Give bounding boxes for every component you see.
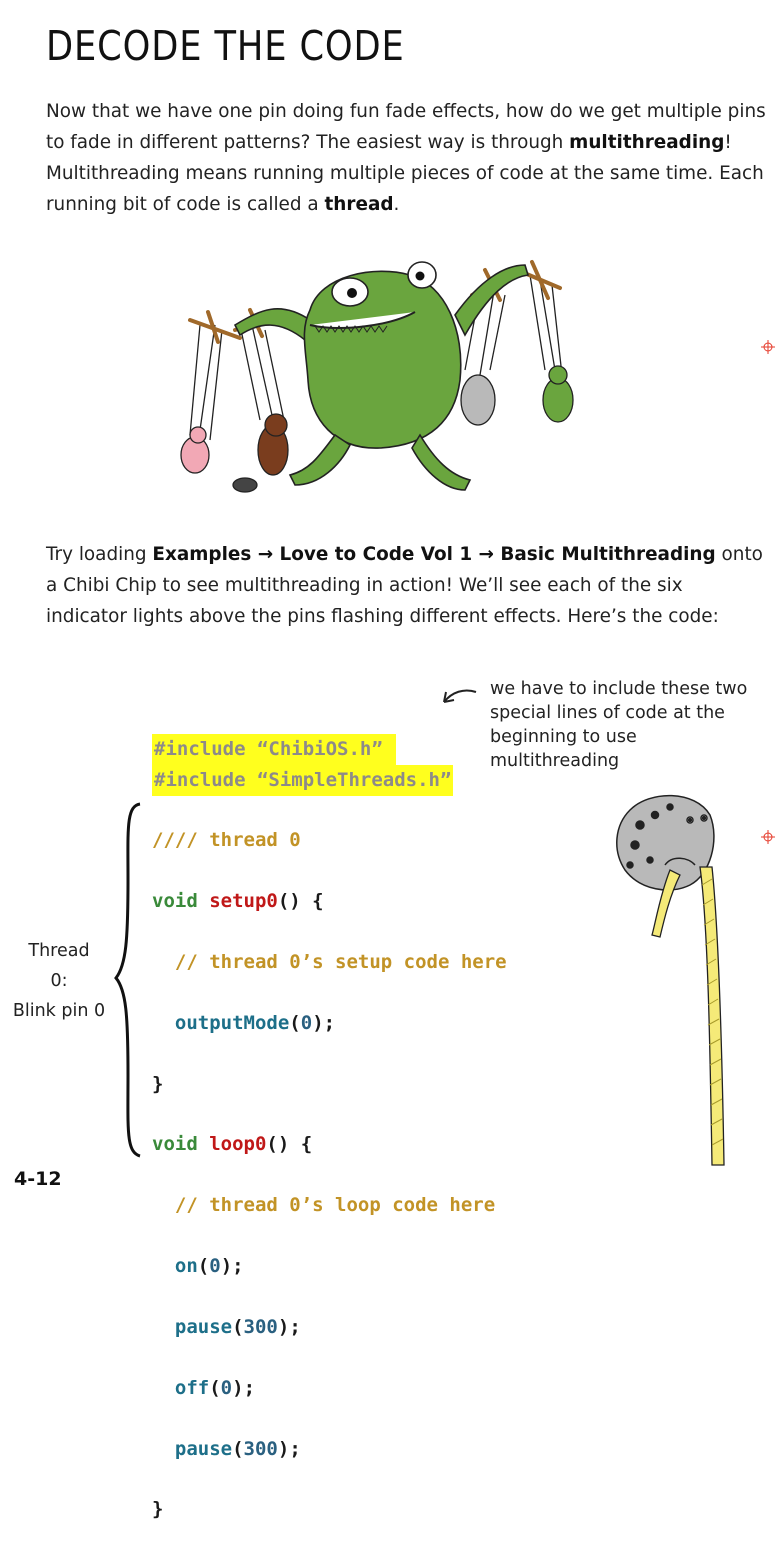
code-number: 0	[300, 1011, 313, 1034]
code-builtin: on	[174, 1255, 198, 1278]
code-comment: // thread 0’s setup code here	[174, 951, 507, 974]
code-punct: );	[232, 1376, 256, 1399]
code-keyword: void	[152, 890, 198, 913]
code-punct: );	[277, 1315, 301, 1338]
code-line	[152, 886, 507, 916]
code-line	[152, 1008, 507, 1038]
include-annotation: we have to include these two special lines of code at the beginning to use multithreading	[490, 679, 748, 771]
code-punct: (	[209, 1376, 221, 1399]
instructions-text-2: onto a Chibi Chip to see multithreading in action! We’ll see each of the six indicator lights above the pins flashing different effects. Here’s the code:	[46, 544, 763, 627]
instructions-paragraph	[46, 539, 766, 632]
hamster-rope-illustration	[600, 785, 750, 1170]
code-punct: (	[289, 1011, 301, 1034]
code-function-name: loop0	[209, 1133, 267, 1156]
menu-path-love-to-code: Love to Code Vol 1	[279, 544, 473, 565]
code-keyword: void	[152, 1133, 198, 1156]
side-label-line: Blink pin 0	[12, 1001, 106, 1021]
page-number: 4-12	[14, 1168, 62, 1190]
page-title: DECODE THE CODE	[46, 22, 405, 70]
intro-text-3: .	[393, 194, 400, 215]
code-number: 300	[243, 1315, 278, 1338]
code-punct: }	[152, 1072, 164, 1095]
code-line	[152, 825, 507, 855]
code-line	[152, 947, 507, 977]
code-line	[152, 1251, 507, 1281]
code-number: 0	[220, 1376, 233, 1399]
code-line	[152, 1129, 507, 1159]
registration-mark-icon	[761, 340, 775, 354]
instructions-text-1: Try loading	[46, 544, 153, 565]
code-number: 0	[209, 1255, 221, 1278]
pointer-arrow-icon	[440, 686, 480, 710]
code-comment: // thread 0’s loop code here	[174, 1194, 496, 1217]
code-punct: (	[232, 1315, 244, 1338]
code-punct: () {	[266, 1133, 313, 1156]
registration-mark-icon	[761, 830, 775, 844]
code-punct: );	[312, 1011, 336, 1034]
code-punct: (	[197, 1255, 210, 1278]
menu-arrow-2: →	[472, 544, 501, 565]
intro-paragraph	[46, 96, 766, 220]
code-builtin: pause	[174, 1315, 233, 1338]
intro-text-1: Now that we have one pin doing fun fade effects, how do we get multiple pins to fade in different patterns? The easiest way is through	[46, 101, 766, 153]
code-number: 300	[243, 1437, 278, 1460]
intro-bold-multithreading: multithreading	[569, 132, 725, 153]
code-line	[152, 1312, 507, 1342]
code-punct: );	[277, 1437, 301, 1460]
thread-side-label	[4, 936, 114, 1026]
include-simplethreads-line: #include “SimpleThreads.h”	[152, 765, 453, 795]
menu-path-basic-multithreading: Basic Multithreading	[500, 544, 716, 565]
code-line	[152, 1434, 507, 1464]
intro-bold-thread: thread	[324, 194, 394, 215]
code-line	[152, 1190, 507, 1220]
code-punct: () {	[277, 890, 324, 913]
frog-puppeteer-illustration	[160, 240, 620, 520]
intro-text-2: ! Multithreading means running multiple pieces of code at the same time. Each running bit of code is called a	[46, 132, 764, 215]
code-builtin: pause	[174, 1437, 233, 1460]
menu-path-examples: Examples	[152, 544, 252, 565]
thread-code-block	[152, 795, 507, 1555]
menu-arrow-1: →	[251, 544, 280, 565]
code-function-name: setup0	[209, 890, 278, 913]
code-line	[152, 1373, 507, 1403]
code-punct: }	[152, 1498, 164, 1521]
code-comment: //// thread 0	[152, 829, 301, 852]
code-punct: );	[220, 1255, 244, 1278]
side-label-line: 0:	[50, 971, 68, 991]
include-chibios-line: #include “ChibiOS.h”	[152, 734, 396, 764]
code-builtin: off	[174, 1376, 210, 1399]
code-punct: (	[232, 1437, 244, 1460]
code-line	[152, 1494, 507, 1524]
curly-brace-icon	[112, 800, 144, 1160]
code-builtin: outputMode	[174, 1011, 290, 1034]
code-line	[152, 1069, 507, 1099]
side-label-line: Thread	[28, 941, 90, 961]
